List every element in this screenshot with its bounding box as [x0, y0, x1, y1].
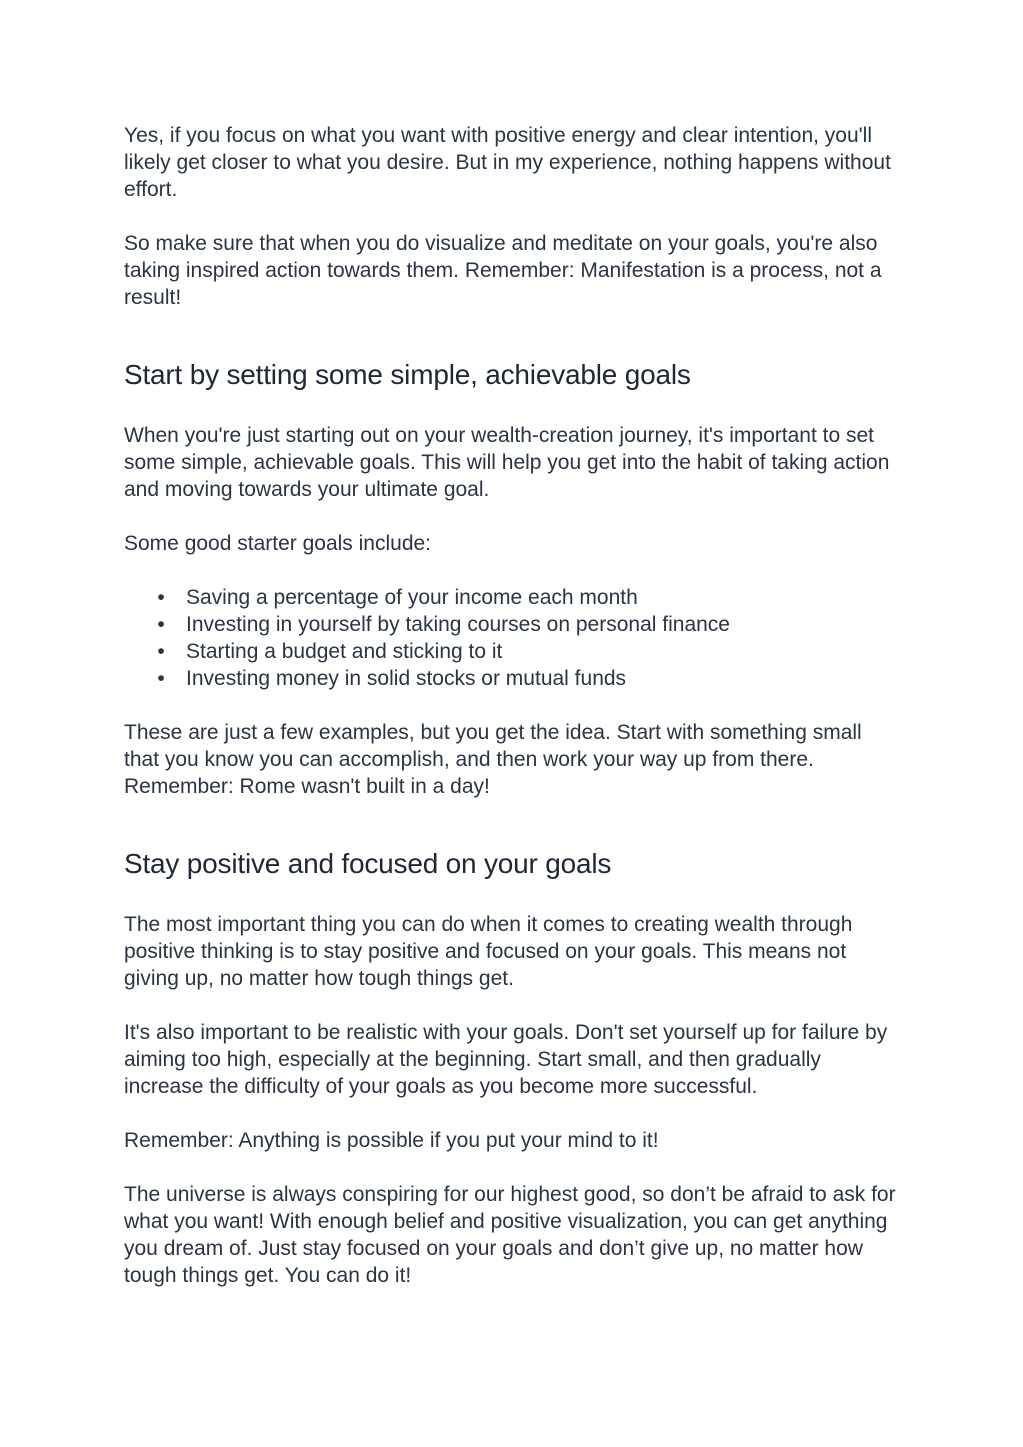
- list-item-text: Investing money in solid stocks or mutual funds: [186, 667, 627, 690]
- section2-paragraph-focus: The most important thing you can do when it comes to creating wealth through positive thinking is to stay positive and focused on your goals. This means not giving up, no matter how tough things get.: [124, 913, 853, 990]
- bullet-icon: •: [157, 640, 165, 663]
- list-item: [157, 584, 899, 611]
- list-item: [157, 638, 899, 665]
- section1-paragraph-examples: These are just a few examples, but you get the idea. Start with something small that you know you can accomplish, and then work your way up from there. Remember: Rome wasn't built in a day!: [124, 721, 862, 798]
- section2-paragraph-universe: The universe is always conspiring for our highest good, so don’t be afraid to ask for what you want! With enough belief and positive visualization, you can get anything you dream of. Just stay focused on your goals and don’t give up, no matter how tough things get. You can do it!: [124, 1183, 896, 1287]
- section-heading-simple-goals: Start by setting some simple, achievable goals: [124, 359, 691, 390]
- list-item: [157, 665, 899, 692]
- section1-paragraph-starter-goals: Some good starter goals include:: [124, 532, 432, 555]
- bullet-icon: •: [157, 586, 165, 609]
- bullet-icon: •: [157, 667, 165, 690]
- intro-paragraph-inspired-action: So make sure that when you do visualize and meditate on your goals, you're also taking inspired action towards them. Remember: Manifestation is a process, not a result!: [124, 232, 882, 309]
- intro-paragraph-effort: Yes, if you focus on what you want with positive energy and clear intention, you'll likely get closer to what you desire. But in my experience, nothing happens without effort.: [124, 124, 891, 201]
- section2-paragraph-remember: Remember: Anything is possible if you put your mind to it!: [124, 1129, 659, 1152]
- list-item-text: Starting a budget and sticking to it: [186, 640, 503, 663]
- list-item: [157, 611, 899, 638]
- document-page: [124, 122, 899, 1289]
- section1-paragraph-intro: When you're just starting out on your wealth-creation journey, it's important to set some simple, achievable goals. This will help you get into the habit of taking action and moving towards your ultimate goal.: [124, 424, 890, 501]
- list-item-text: Investing in yourself by taking courses on personal finance: [186, 613, 730, 636]
- starter-goals-list: [124, 584, 899, 692]
- section2-paragraph-realistic: It's also important to be realistic with your goals. Don't set yourself up for failure by aiming too high, especially at the beginning. Start small, and then gradually increase the difficulty of your goals as you become more successful.: [124, 1021, 888, 1098]
- list-item-text: Saving a percentage of your income each month: [186, 586, 638, 609]
- bullet-icon: •: [157, 613, 165, 636]
- section-heading-stay-positive: Stay positive and focused on your goals: [124, 848, 612, 879]
